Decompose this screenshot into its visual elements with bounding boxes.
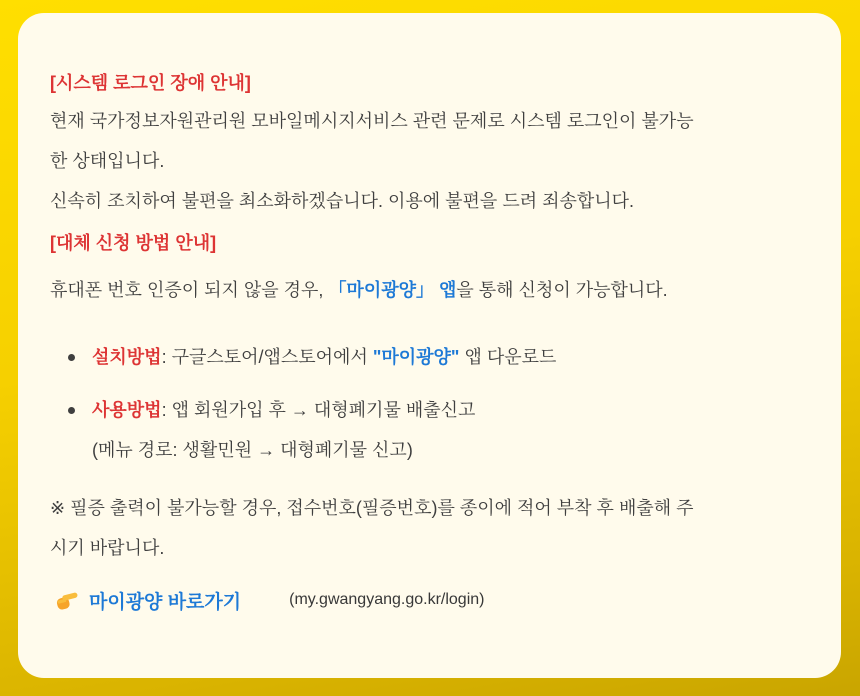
app-name-quoted: "마이광양"	[372, 347, 460, 367]
outage-section	[50, 65, 811, 221]
outage-body-line-1: 현재 국가정보자원관리원 모바일메시지서비스 관련 문제로 시스템 로그인이 불가능	[50, 111, 694, 131]
bullet-item-install	[50, 337, 811, 377]
my-gwangyang-app-highlight: 「마이광양」 앱	[328, 280, 457, 300]
intro-text-after: 을 통해 신청이 가능합니다.	[456, 280, 668, 300]
alternative-section	[50, 225, 811, 470]
footnote-section	[50, 488, 811, 568]
bullet-item-usage	[50, 390, 811, 470]
alternative-heading: [대체 신청 방법 안내]	[50, 233, 217, 253]
footnote-line-1: ※ 필증 출력이 불가능할 경우, 접수번호(필증번호)를 종이에 적어 부착 후 배출해 주	[50, 498, 694, 518]
install-text-before: : 구글스토어/앱스토어에서	[161, 347, 373, 367]
install-text-after: 앱 다운로드	[459, 347, 557, 367]
notice-card	[18, 13, 841, 678]
my-gwangyang-link[interactable]: 마이광양 바로가기	[89, 591, 242, 613]
pointing-hand-icon	[54, 587, 80, 613]
usage-sub-text: (메뉴 경로: 생활민원 → 대형폐기물 신고)	[92, 440, 413, 460]
bullet-marker	[68, 354, 75, 361]
login-url-note: (my.gwangyang.go.kr/login)	[289, 591, 485, 608]
outage-body-line-3: 신속히 조치하여 불편을 최소화하겠습니다. 이용에 불편을 드려 죄송합니다.	[50, 191, 635, 211]
bullet-list	[50, 337, 811, 470]
usage-label: 사용방법	[92, 400, 162, 420]
usage-bullet-text	[92, 390, 475, 470]
install-label: 설치방법	[92, 347, 162, 367]
outage-heading: [시스템 로그인 장애 안내]	[50, 73, 251, 93]
footnote-line-2: 시기 바랍니다.	[50, 538, 165, 558]
usage-text: : 앱 회원가입 후 → 대형폐기물 배출신고	[161, 400, 476, 420]
install-bullet-text	[92, 337, 556, 377]
outage-body-line-2: 한 상태입니다.	[50, 151, 165, 171]
intro-text-before: 휴대폰 번호 인증이 되지 않을 경우,	[50, 280, 329, 300]
alternative-intro	[50, 270, 811, 310]
bullet-marker	[68, 407, 75, 414]
shortcut-row	[54, 580, 811, 620]
